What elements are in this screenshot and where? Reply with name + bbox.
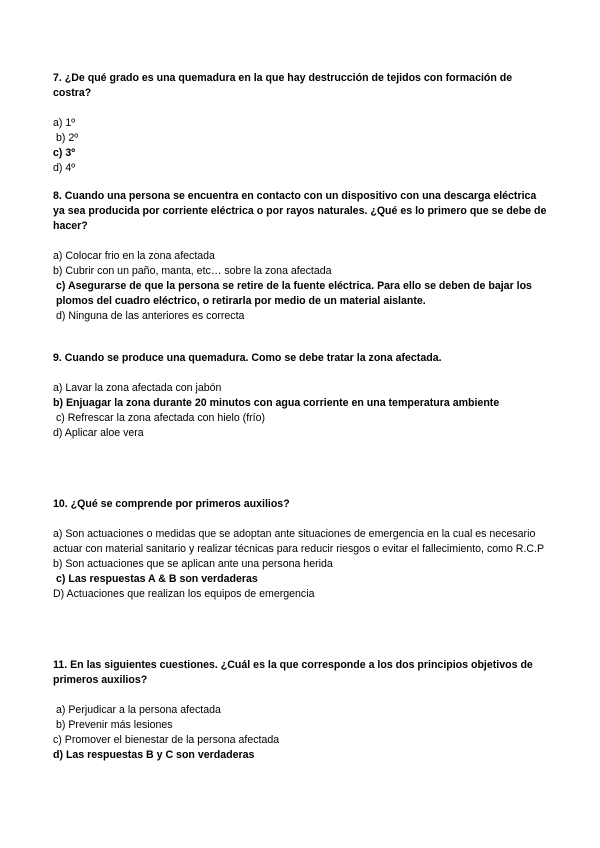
option-c: c) Refrescar la zona afectada con hielo (frío) [56, 412, 266, 424]
question-9 [53, 351, 548, 441]
option-d: d) Aplicar aloe vera [53, 427, 144, 439]
question-title: 7. ¿De qué grado es una quemadura en la que hay destrucción de tejidos con formación de costra? [53, 72, 513, 99]
option-list [53, 249, 548, 324]
option-b: b) 2º [56, 132, 79, 144]
question-7 [53, 71, 548, 176]
question-10 [53, 497, 548, 602]
option-c: c) Promover el bienestar de la persona afectada [53, 734, 280, 746]
option-b-correct: b) Enjuagar la zona durante 20 minutos con agua corriente en una temperatura ambiente [53, 397, 500, 409]
question-title: 10. ¿Qué se comprende por primeros auxilios? [53, 498, 290, 510]
option-d: d) 4º [53, 162, 76, 174]
option-a: a) Lavar la zona afectada con jabón [53, 382, 222, 394]
option-list [53, 703, 548, 763]
option-b: b) Prevenir más lesiones [56, 719, 173, 731]
option-d: D) Actuaciones que realizan los equipos de emergencia [53, 588, 315, 600]
option-c-correct: c) Las respuestas A & B son verdaderas [56, 573, 258, 585]
option-c-correct: c) 3º [53, 147, 76, 159]
option-d: d) Ninguna de las anteriores es correcta [56, 310, 245, 322]
option-b: b) Son actuaciones que se aplican ante una persona herida [53, 558, 333, 570]
question-11 [53, 658, 548, 763]
question-title: 9. Cuando se produce una quemadura. Como se debe tratar la zona afectada. [53, 352, 442, 364]
option-c-correct: c) Asegurarse de que la persona se retire de la fuente eléctrica. Para ello se deben de bajar los plomos del cuadro eléctrico, o retirarla por medio de un material aislante. [56, 280, 532, 307]
option-a: a) Perjudicar a la persona afectada [56, 704, 221, 716]
option-d-correct: d) Las respuestas B y C son verdaderas [53, 749, 255, 761]
option-a: a) 1º [53, 117, 76, 129]
option-a: a) Colocar frio en la zona afectada [53, 250, 215, 262]
question-8 [53, 189, 548, 324]
question-title: 8. Cuando una persona se encuentra en contacto con un dispositivo con una descarga eléctrica ya sea producida por corriente eléctrica o por rayos naturales. ¿Qué es lo primero que se debe de hacer? [53, 190, 547, 232]
option-list [53, 527, 548, 602]
option-a: a) Son actuaciones o medidas que se adoptan ante situaciones de emergencia en la cual es necesario actuar con material sanitario y realizar técnicas para reducir riesgos o evitar el fallecimiento, como R.C.P [53, 528, 545, 555]
option-list [53, 116, 548, 176]
option-b: b) Cubrir con un paño, manta, etc… sobre la zona afectada [53, 265, 332, 277]
question-title: 11. En las siguientes cuestiones. ¿Cuál es la que corresponde a los dos principios objetivos de primeros auxilios? [53, 659, 533, 686]
option-list [53, 381, 548, 441]
